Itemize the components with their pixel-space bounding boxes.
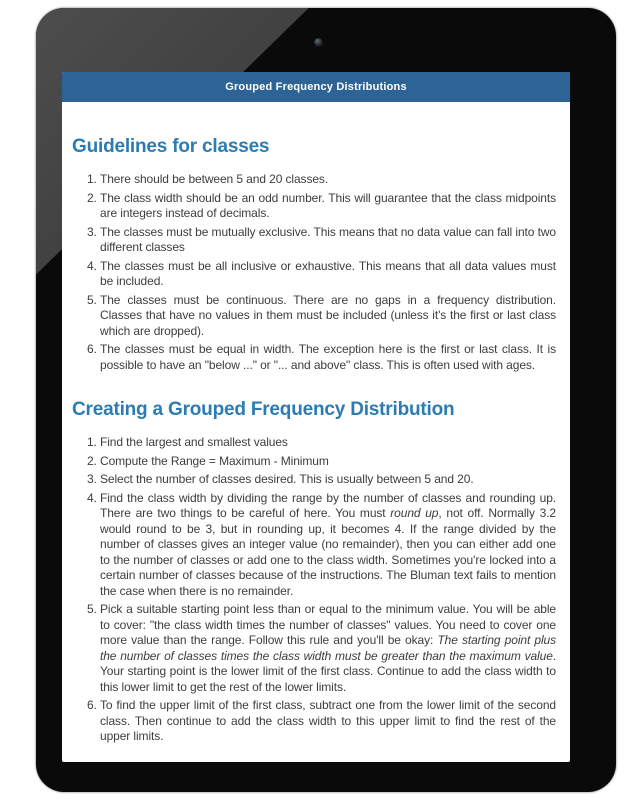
list-item: 4. The classes must be all inclusive or exhaustive. This means that all data values must be included. bbox=[100, 259, 556, 290]
list-item: 1. Find the largest and smallest values bbox=[100, 435, 556, 451]
list-item: 3. Select the number of classes desired. This is usually between 5 and 20. bbox=[100, 472, 556, 488]
list-item: 6. To find the upper limit of the first class, subtract one from the lower limit of the second class. Then continue to add the class width to this upper limit to find the rest of the upper limits. bbox=[100, 698, 556, 745]
tablet-screen bbox=[62, 72, 570, 762]
list-item: 6. The classes must be equal in width. The exception here is the first or last class. It is possible to have an "below ..." or "... and above" class. This is often used with ages. bbox=[100, 342, 556, 373]
document-content bbox=[62, 136, 570, 745]
section-heading-creating: Creating a Grouped Frequency Distribution bbox=[72, 399, 455, 420]
guidelines-list bbox=[70, 172, 556, 373]
list-item: 5. Pick a suitable starting point less than or equal to the minimum value. You will be able to cover: "the class width times the number of classes" values. You need to cover one more value than the range. Follow this rule and you'll be okay: The starting point plus the number of classes times the class width must be greater than the maximum value. Your starting point is the lower limit of the first class. Continue to add the class width to this lower limit to get the rest of the lower limits. bbox=[100, 602, 556, 695]
page-title: Grouped Frequency Distributions bbox=[225, 81, 407, 93]
list-item: 2. Compute the Range = Maximum - Minimum bbox=[100, 454, 556, 470]
list-item: 1. There should be between 5 and 20 classes. bbox=[100, 172, 556, 188]
section-heading-guidelines: Guidelines for classes bbox=[72, 136, 270, 157]
list-item: 4. Find the class width by dividing the range by the number of classes and rounding up. There are two things to be careful of here. You must round up, not off. Normally 3.2 would round to be 3, but in rounding up, it becomes 4. If the range divided by the number of classes gives an integer value (no remainder), then you can either add one to the number of classes or add one to the class width. Sometimes you're locked into a certain number of classes because of the instructions. The Bluman text fails to mention the case when there is no remainder. bbox=[100, 491, 556, 600]
list-item: 5. The classes must be continuous. There are no gaps in a frequency distribution. Classes that have no values in them must be included (unless it's the first or last class which are dropped). bbox=[100, 293, 556, 340]
list-item: 2. The class width should be an odd number. This will guarantee that the class midpoints are integers instead of decimals. bbox=[100, 191, 556, 222]
front-camera-icon bbox=[314, 38, 323, 47]
creating-list bbox=[70, 435, 556, 745]
tablet-frame bbox=[36, 8, 616, 792]
list-item: 3. The classes must be mutually exclusive. This means that no data value can fall into two different classes bbox=[100, 225, 556, 256]
document-header-bar bbox=[62, 72, 570, 102]
